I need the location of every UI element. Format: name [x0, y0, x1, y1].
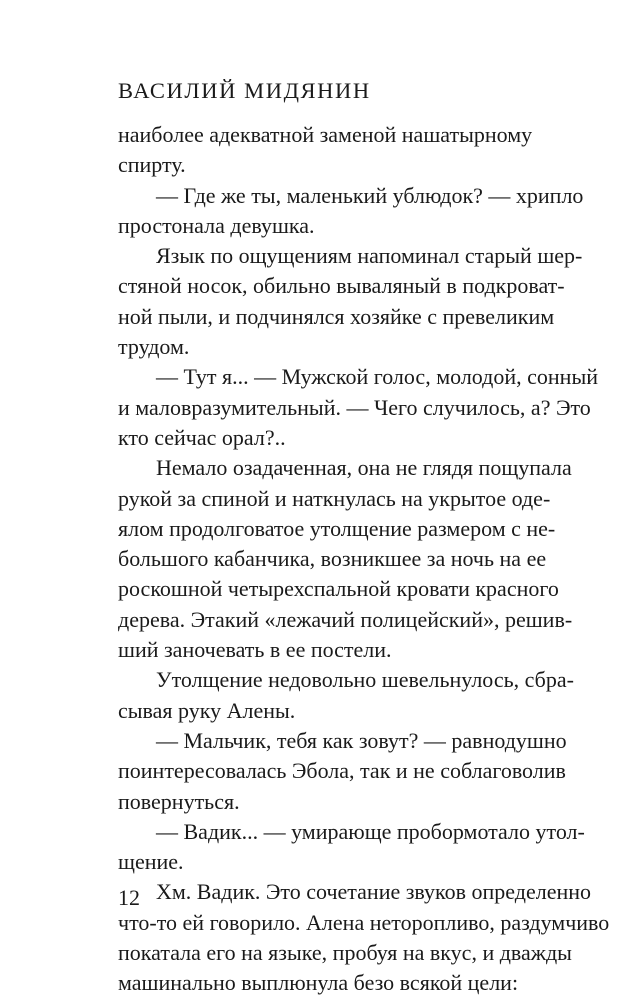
text-line: что-то ей говорило. Алена неторопливо, раздумчиво [118, 909, 610, 935]
text-line: стяной носок, обильно вываляный в подкроват- [118, 273, 565, 299]
text-line: рукой за спиной и наткнулась на укрытое оде- [118, 485, 551, 511]
text-line: Хм. Вадик. Это сочетание звуков определенно [156, 879, 592, 905]
text-line: спирту. [118, 152, 186, 178]
text-line: машинально выплюнула безо всякой цели: [118, 970, 519, 996]
paragraph [118, 453, 573, 665]
text-line: щение. [118, 849, 184, 875]
text-line: ший заночевать в ее постели. [118, 637, 392, 663]
text-line: — Вадик... — умирающе пробормотало утол- [156, 818, 585, 844]
paragraph [118, 241, 583, 362]
text-line: кто сейчас орал?.. [118, 424, 286, 450]
text-line: ялом продолговатое утолщение размером с не- [118, 515, 556, 541]
text-line: сывая руку Алены. [118, 697, 296, 723]
text-line: — Тут я... — Мужской голос, молодой, сонный [156, 364, 598, 390]
paragraph [118, 665, 574, 726]
paragraph [118, 877, 610, 998]
text-line: наиболее адекватной заменой нашатырному [118, 122, 533, 147]
text-line: — Где же ты, маленький ублюдок? — хрипло [156, 182, 584, 208]
text-line: простонала девушка. [118, 212, 315, 238]
text-line: повернуться. [118, 788, 240, 814]
text-line: Немало озадаченная, она не глядя пощупала [156, 455, 572, 481]
text-line: — Мальчик, тебя как зовут? — равнодушно [156, 727, 567, 753]
text-line: роскошной четырехспальной кровати красного [118, 576, 559, 602]
text-line: Язык по ощущениям напоминал старый шер- [156, 243, 583, 269]
running-head: ВАСИЛИЙ МИДЯНИН [118, 78, 371, 103]
paragraph [118, 817, 585, 878]
body-text [118, 120, 610, 999]
text-line: покатала его на языке, пробуя на вкус, и дважды [118, 940, 572, 966]
paragraph [118, 726, 567, 817]
paragraph [118, 120, 533, 181]
page-number: 12 [118, 885, 140, 910]
text-line: Утолщение недовольно шевельнулось, сбра- [156, 667, 574, 693]
text-line: и маловразумительный. — Чего случилось, а? Это [118, 394, 591, 420]
text-line: ной пыли, и подчинялся хозяйке с превеликим [118, 303, 555, 329]
paragraph [118, 181, 584, 242]
text-line: большого кабанчика, возникшее за ночь на ее [118, 546, 547, 572]
text-line: трудом. [118, 334, 190, 360]
paragraph [118, 362, 598, 453]
text-line: дерева. Этакий «лежачий полицейский», решив- [118, 606, 573, 632]
text-line: поинтересовалась Эбола, так и не соблаговолив [118, 758, 566, 784]
